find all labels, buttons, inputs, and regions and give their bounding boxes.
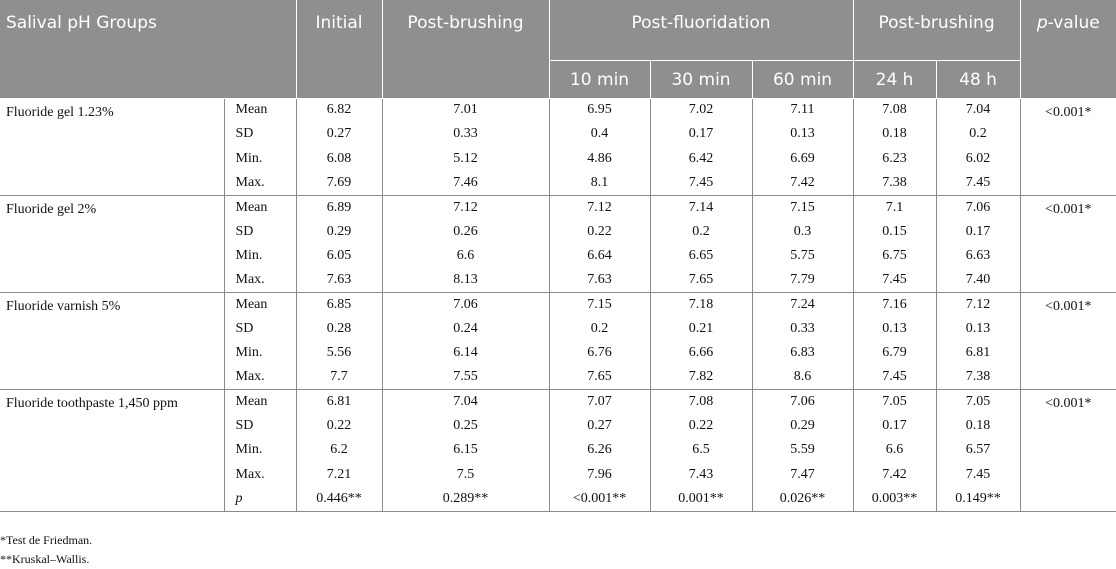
header-p-rest: -value xyxy=(1047,13,1100,33)
value-cell: 0.33 xyxy=(382,122,549,146)
value-cell: 7.05 xyxy=(936,390,1020,414)
value-cell: 6.82 xyxy=(296,98,382,122)
footnote-friedman: *Test de Friedman. xyxy=(0,533,93,547)
value-cell: 0.22 xyxy=(549,219,650,243)
value-cell: 0.2 xyxy=(936,122,1020,146)
value-cell: 0.2 xyxy=(650,219,752,243)
value-cell: 6.83 xyxy=(752,341,853,365)
value-cell: 6.65 xyxy=(650,244,752,268)
value-cell: 0.17 xyxy=(853,414,936,438)
value-cell: 6.95 xyxy=(549,98,650,122)
value-cell: 7.15 xyxy=(549,292,650,316)
value-cell: 0.22 xyxy=(650,414,752,438)
value-cell: 6.26 xyxy=(549,438,650,462)
value-cell: 5.56 xyxy=(296,341,382,365)
value-cell: 6.76 xyxy=(549,341,650,365)
value-cell: 6.23 xyxy=(853,147,936,171)
stat-label: Min. xyxy=(224,341,296,365)
value-cell: 7.43 xyxy=(650,462,752,486)
value-cell: 7.12 xyxy=(936,292,1020,316)
value-cell: 0.15 xyxy=(853,219,936,243)
stat-label: Mean xyxy=(224,195,296,219)
value-cell: 6.2 xyxy=(296,438,382,462)
value-cell: 6.69 xyxy=(752,147,853,171)
header-24h: 24 h xyxy=(853,60,936,98)
value-cell: 6.6 xyxy=(382,244,549,268)
value-cell: 0.17 xyxy=(650,122,752,146)
value-cell: 6.6 xyxy=(853,438,936,462)
value-cell: 7.12 xyxy=(382,195,549,219)
value-cell: 7.96 xyxy=(549,462,650,486)
value-cell: 7.55 xyxy=(382,365,549,389)
value-cell: 7.42 xyxy=(752,171,853,195)
value-cell: 7.5 xyxy=(382,462,549,486)
value-cell: 0.13 xyxy=(752,122,853,146)
value-cell: 8.13 xyxy=(382,268,549,292)
value-cell: 6.64 xyxy=(549,244,650,268)
stat-label: SD xyxy=(224,414,296,438)
value-cell: 5.12 xyxy=(382,147,549,171)
value-cell: 0.21 xyxy=(650,317,752,341)
value-cell: 6.14 xyxy=(382,341,549,365)
value-cell: 0.4 xyxy=(549,122,650,146)
group-p-value: <0.001* xyxy=(1020,195,1116,292)
value-cell: 0.33 xyxy=(752,317,853,341)
value-cell: 0.22 xyxy=(296,414,382,438)
group-p-value: <0.001* xyxy=(1020,390,1116,511)
value-cell: 6.15 xyxy=(382,438,549,462)
value-cell: 7.24 xyxy=(752,292,853,316)
stat-label: Mean xyxy=(224,390,296,414)
value-cell: 7.08 xyxy=(853,98,936,122)
header-initial: Initial xyxy=(296,0,382,98)
group-name: Fluoride toothpaste 1,450 ppm xyxy=(0,390,224,511)
header-30min: 30 min xyxy=(650,60,752,98)
value-cell: 7.05 xyxy=(853,390,936,414)
value-cell: 4.86 xyxy=(549,147,650,171)
value-cell: 0.25 xyxy=(382,414,549,438)
stat-label: SD xyxy=(224,219,296,243)
value-cell: 6.75 xyxy=(853,244,936,268)
value-cell: 7.04 xyxy=(936,98,1020,122)
value-cell: 7.06 xyxy=(382,292,549,316)
value-cell: 7.47 xyxy=(752,462,853,486)
value-cell: 7.07 xyxy=(549,390,650,414)
stat-label: Max. xyxy=(224,171,296,195)
value-cell: 7.65 xyxy=(549,365,650,389)
value-cell: 7.45 xyxy=(936,171,1020,195)
group-name: Fluoride varnish 5% xyxy=(0,292,224,389)
value-cell: 7.63 xyxy=(549,268,650,292)
stat-label: Max. xyxy=(224,365,296,389)
value-cell: 0.13 xyxy=(853,317,936,341)
value-cell: 7.38 xyxy=(853,171,936,195)
stat-label: SD xyxy=(224,122,296,146)
value-cell: 0.28 xyxy=(296,317,382,341)
value-cell: 5.75 xyxy=(752,244,853,268)
value-cell: 6.08 xyxy=(296,147,382,171)
value-cell: 6.63 xyxy=(936,244,1020,268)
value-cell: 6.66 xyxy=(650,341,752,365)
table-row xyxy=(0,292,1116,316)
value-cell: 0.29 xyxy=(296,219,382,243)
header-p-italic: p xyxy=(1036,13,1048,33)
value-cell: 0.24 xyxy=(382,317,549,341)
value-cell: 7.16 xyxy=(853,292,936,316)
value-cell: 7.7 xyxy=(296,365,382,389)
value-cell: 7.79 xyxy=(752,268,853,292)
value-cell: 7.46 xyxy=(382,171,549,195)
stat-label: SD xyxy=(224,317,296,341)
value-cell: 0.2 xyxy=(549,317,650,341)
value-cell: 0.149** xyxy=(936,487,1020,511)
value-cell: 7.42 xyxy=(853,462,936,486)
header-10min: 10 min xyxy=(549,60,650,98)
table-row xyxy=(0,195,1116,219)
value-cell: 0.003** xyxy=(853,487,936,511)
value-cell: 6.85 xyxy=(296,292,382,316)
stat-label: Min. xyxy=(224,244,296,268)
value-cell: 0.289** xyxy=(382,487,549,511)
footnotes xyxy=(0,531,92,569)
group-name: Fluoride gel 2% xyxy=(0,195,224,292)
stat-label: Max. xyxy=(224,462,296,486)
header-post-fluoridation: Post-fluoridation xyxy=(549,0,853,60)
value-cell: 6.05 xyxy=(296,244,382,268)
value-cell: 7.21 xyxy=(296,462,382,486)
value-cell: 7.12 xyxy=(549,195,650,219)
value-cell: 7.15 xyxy=(752,195,853,219)
value-cell: 6.02 xyxy=(936,147,1020,171)
value-cell: 0.26 xyxy=(382,219,549,243)
header-p-value xyxy=(1020,0,1116,98)
header-post-brushing-2: Post-brushing xyxy=(853,0,1020,60)
value-cell: 7.45 xyxy=(936,462,1020,486)
header-groups: Salival pH Groups xyxy=(0,0,296,98)
value-cell: 7.38 xyxy=(936,365,1020,389)
value-cell: 0.13 xyxy=(936,317,1020,341)
value-cell: 7.01 xyxy=(382,98,549,122)
value-cell: 7.82 xyxy=(650,365,752,389)
stat-label: Mean xyxy=(224,98,296,122)
value-cell: 0.17 xyxy=(936,219,1020,243)
table-row xyxy=(0,98,1116,122)
value-cell: 7.18 xyxy=(650,292,752,316)
value-cell: 8.6 xyxy=(752,365,853,389)
value-cell: 0.27 xyxy=(296,122,382,146)
value-cell: 6.57 xyxy=(936,438,1020,462)
value-cell: 5.59 xyxy=(752,438,853,462)
value-cell: 0.18 xyxy=(853,122,936,146)
group-name: Fluoride gel 1.23% xyxy=(0,98,224,195)
value-cell: 7.11 xyxy=(752,98,853,122)
value-cell: 7.45 xyxy=(650,171,752,195)
header-post-brushing: Post-brushing xyxy=(382,0,549,98)
value-cell: 7.08 xyxy=(650,390,752,414)
stat-label: Min. xyxy=(224,438,296,462)
value-cell: 7.06 xyxy=(752,390,853,414)
stat-label: Min. xyxy=(224,147,296,171)
header-48h: 48 h xyxy=(936,60,1020,98)
value-cell: 6.81 xyxy=(936,341,1020,365)
table-row xyxy=(0,390,1116,414)
value-cell: 6.42 xyxy=(650,147,752,171)
value-cell: 0.446** xyxy=(296,487,382,511)
value-cell: 0.001** xyxy=(650,487,752,511)
value-cell: 7.04 xyxy=(382,390,549,414)
stat-label: Mean xyxy=(224,292,296,316)
value-cell: 7.45 xyxy=(853,268,936,292)
value-cell: 7.40 xyxy=(936,268,1020,292)
value-cell: 0.026** xyxy=(752,487,853,511)
stat-label: Max. xyxy=(224,268,296,292)
value-cell: 8.1 xyxy=(549,171,650,195)
value-cell: 6.89 xyxy=(296,195,382,219)
value-cell: 0.3 xyxy=(752,219,853,243)
value-cell: 7.63 xyxy=(296,268,382,292)
group-p-value: <0.001* xyxy=(1020,98,1116,195)
value-cell: 7.65 xyxy=(650,268,752,292)
footnote-kruskal: **Kruskal–Wallis. xyxy=(0,552,90,566)
value-cell: 6.5 xyxy=(650,438,752,462)
value-cell: 6.81 xyxy=(296,390,382,414)
stat-label: p xyxy=(224,487,296,511)
value-cell: 0.27 xyxy=(549,414,650,438)
header-60min: 60 min xyxy=(752,60,853,98)
value-cell: 7.1 xyxy=(853,195,936,219)
value-cell: 7.45 xyxy=(853,365,936,389)
value-cell: 0.18 xyxy=(936,414,1020,438)
value-cell: 6.79 xyxy=(853,341,936,365)
group-p-value: <0.001* xyxy=(1020,292,1116,389)
value-cell: <0.001** xyxy=(549,487,650,511)
value-cell: 0.29 xyxy=(752,414,853,438)
value-cell: 7.69 xyxy=(296,171,382,195)
value-cell: 7.06 xyxy=(936,195,1020,219)
value-cell: 7.02 xyxy=(650,98,752,122)
value-cell: 7.14 xyxy=(650,195,752,219)
